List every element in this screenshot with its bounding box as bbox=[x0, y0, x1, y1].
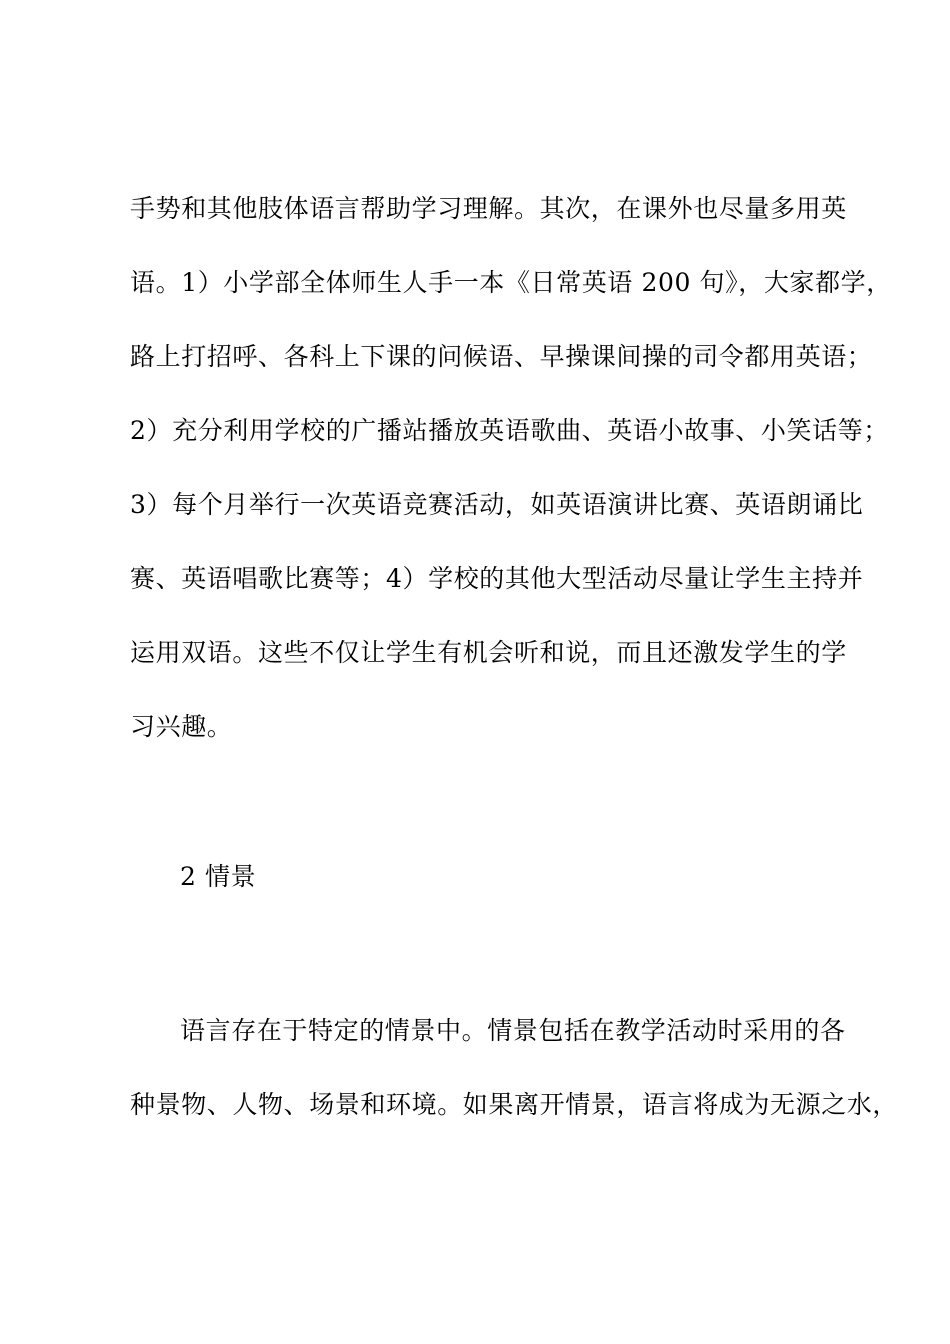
paragraph-1-line-8: 习兴趣。 bbox=[130, 712, 233, 741]
paragraph-1-line-4: 2）充分利用学校的广播站播放英语歌曲、英语小故事、小笑话等； bbox=[130, 416, 889, 445]
paragraph-2-line-2: 种景物、人物、场景和环境。如果离开情景，语言将成为无源之水， bbox=[130, 1090, 899, 1119]
paragraph-2-line-1: 语言存在于特定的情景中。情景包括在教学活动时采用的各 bbox=[180, 1016, 846, 1045]
paragraph-1-line-2: 语。1）小学部全体师生人手一本《日常英语 200 句》，大家都学， bbox=[130, 268, 892, 297]
paragraph-1-line-1: 手势和其他肢体语言帮助学习理解。其次，在课外也尽量多用英 bbox=[130, 194, 847, 223]
paragraph-1-line-6: 赛、英语唱歌比赛等；4）学校的其他大型活动尽量让学生主持并 bbox=[130, 564, 864, 593]
paragraph-1-line-7: 运用双语。这些不仅让学生有机会听和说，而且还激发学生的学 bbox=[130, 638, 847, 667]
paragraph-1-line-3: 路上打招呼、各科上下课的问候语、早操课间操的司令都用英语； bbox=[130, 342, 873, 371]
paragraph-1-line-5: 3）每个月举行一次英语竞赛活动，如英语演讲比赛、英语朗诵比 bbox=[130, 490, 864, 519]
section-heading: 2 情景 bbox=[180, 862, 257, 891]
